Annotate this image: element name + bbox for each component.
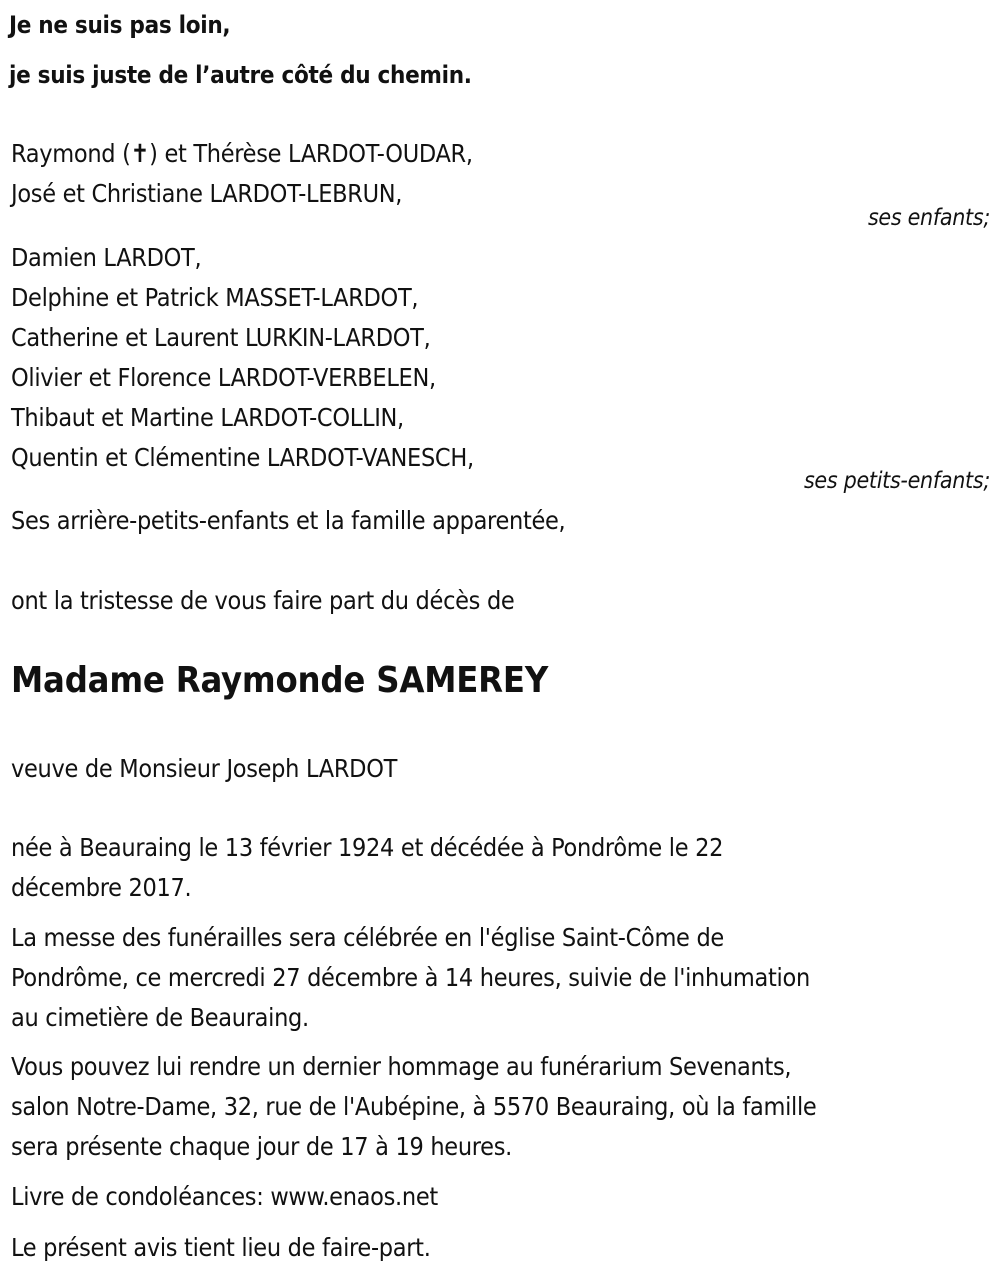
funeral-line-1: La messe des funérailles sera célébrée en l'église Saint-Côme de bbox=[11, 923, 724, 952]
notice-text: Le présent avis tient lieu de faire-part. bbox=[11, 1233, 431, 1262]
grandchild-line-4: Olivier et Florence LARDOT-VERBELEN, bbox=[11, 363, 436, 392]
visitation-line-2: salon Notre-Dame, 32, rue de l'Aubépine, à 5570 Beauraing, où la famille bbox=[11, 1092, 817, 1121]
visitation-line-3: sera présente chaque jour de 17 à 19 heures. bbox=[11, 1132, 512, 1161]
funeral-line-3: au cimetière de Beauraing. bbox=[11, 1003, 309, 1032]
child-line-2: José et Christiane LARDOT-LEBRUN, bbox=[11, 179, 403, 208]
grandchildren-label: ses petits-enfants; bbox=[803, 468, 990, 494]
child-line-1: Raymond (✝) et Thérèse LARDOT-OUDAR, bbox=[11, 139, 473, 168]
poem-line-2: je suis juste de l’autre côté du chemin. bbox=[9, 61, 472, 89]
grandchild-line-2: Delphine et Patrick MASSET-LARDOT, bbox=[11, 283, 419, 312]
deceased-name: Madame Raymonde SAMEREY bbox=[11, 660, 549, 701]
funeral-line-2: Pondrôme, ce mercredi 27 décembre à 14 heures, suivie de l'inhumation bbox=[11, 963, 810, 992]
widow-of-text: veuve de Monsieur Joseph LARDOT bbox=[11, 754, 398, 783]
grandchild-line-5: Thibaut et Martine LARDOT-COLLIN, bbox=[11, 403, 404, 432]
birth-death-line-2: décembre 2017. bbox=[11, 873, 192, 902]
children-label: ses enfants; bbox=[867, 205, 990, 231]
condolences-line bbox=[11, 1182, 438, 1212]
visitation-line-1: Vous pouvez lui rendre un dernier hommage au funérarium Sevenants, bbox=[11, 1052, 792, 1081]
condolences-link[interactable]: www.enaos.net bbox=[270, 1182, 438, 1211]
poem-line-1: Je ne suis pas loin, bbox=[9, 11, 231, 39]
condolences-label: Livre de condoléances: bbox=[11, 1182, 271, 1211]
announcement-text: ont la tristesse de vous faire part du décès de bbox=[11, 586, 515, 615]
grandchild-line-6: Quentin et Clémentine LARDOT-VANESCH, bbox=[11, 443, 474, 472]
grandchild-line-1: Damien LARDOT, bbox=[11, 243, 202, 272]
birth-death-line-1: née à Beauraing le 13 février 1924 et décédée à Pondrôme le 22 bbox=[11, 833, 724, 862]
grandchild-line-3: Catherine et Laurent LURKIN-LARDOT, bbox=[11, 323, 431, 352]
family-line: Ses arrière-petits-enfants et la famille apparentée, bbox=[11, 506, 566, 535]
